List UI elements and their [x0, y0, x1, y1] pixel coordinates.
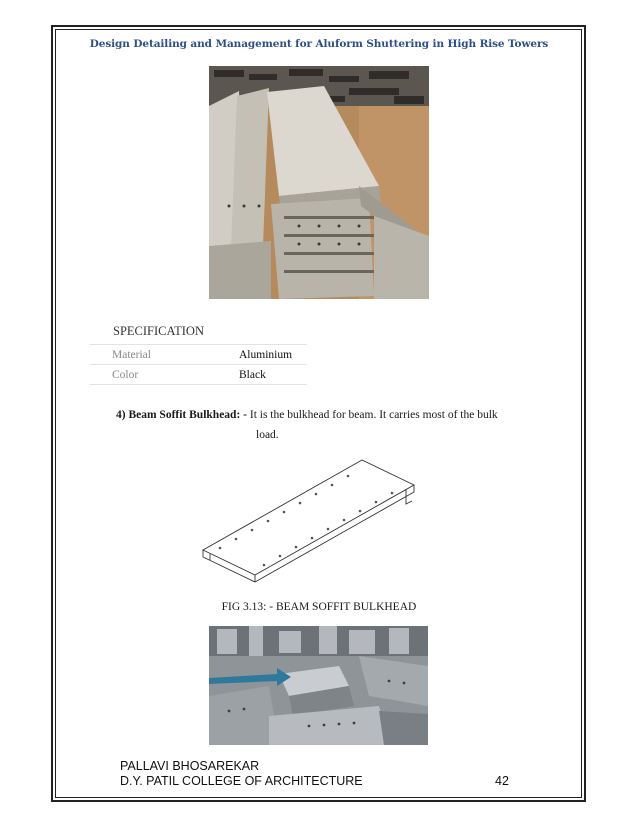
page-number: 42 [495, 774, 509, 788]
spec-label: Color [90, 365, 239, 385]
table-row [90, 345, 307, 365]
spec-value: Aluminium [239, 345, 307, 365]
page-header-title: Design Detailing and Management for Aluform Shuttering in High Rise Towers [89, 38, 549, 50]
photo-site-panels [209, 626, 428, 745]
table-row [90, 365, 307, 385]
footer-credits [120, 759, 363, 789]
paragraph-heading: 4) Beam Soffit Bulkhead: - [116, 409, 247, 421]
figure-caption: FIG 3.13: - BEAM SOFFIT BULKHEAD [221, 601, 417, 613]
paragraph-text-line2: load. [256, 429, 279, 441]
footer-author: PALLAVI BHOSAREKAR [120, 759, 260, 773]
footer-college: D.Y. PATIL COLLEGE OF ARCHITECTURE [120, 774, 363, 788]
photo-stacked-panels [209, 66, 429, 299]
specification-table [90, 344, 307, 385]
spec-label: Material [90, 345, 239, 365]
beam-soffit-paragraph [116, 405, 516, 445]
specification-title: SPECIFICATION [113, 324, 204, 338]
spec-value: Black [239, 365, 307, 385]
paragraph-text-line1: It is the bulkhead for beam. It carries most of the bulk [246, 409, 498, 421]
bulkhead-drawing [198, 452, 420, 586]
